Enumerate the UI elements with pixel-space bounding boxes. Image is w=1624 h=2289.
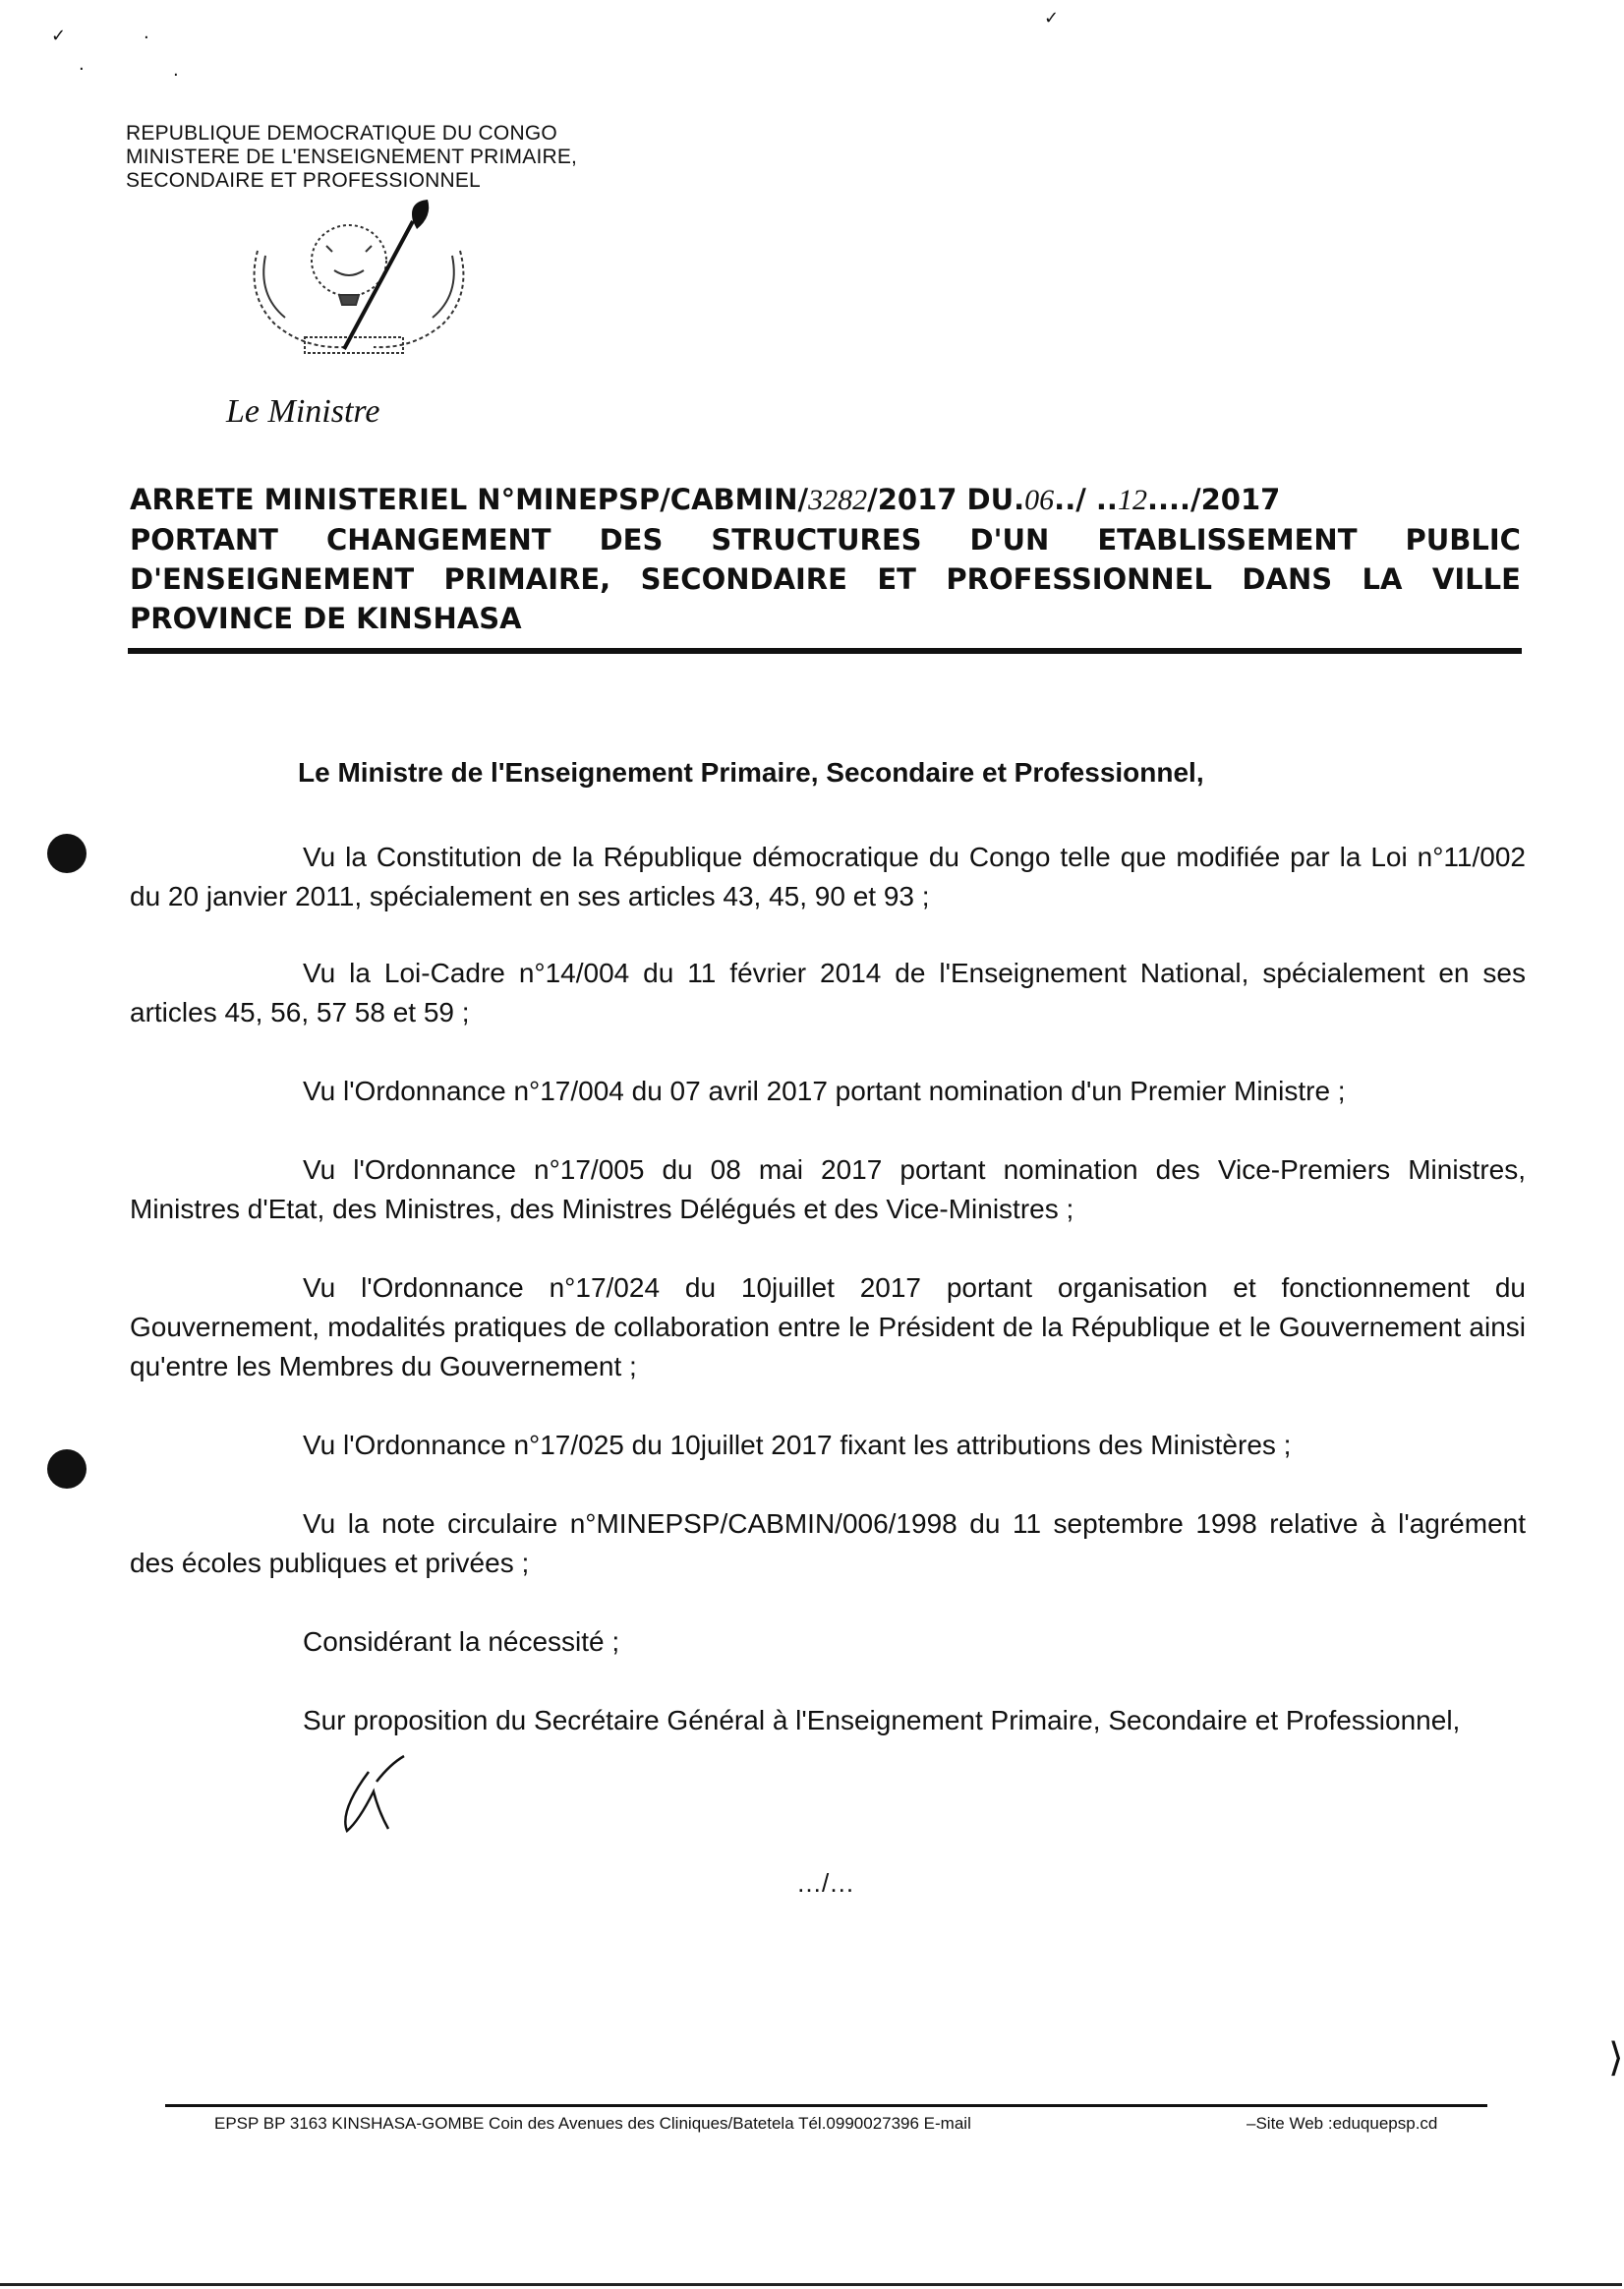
coat-of-arms-emblem <box>236 202 482 369</box>
letterhead-ministry-continued: SECONDAIRE ET PROFESSIONNEL <box>126 169 481 192</box>
recital-text: Vu la note circulaire n°MINEPSP/CABMIN/006/1998 du 11 septembre 1998 relative à l'agrément des écoles publiques et privées ; <box>130 1508 1526 1578</box>
scan-speck: ⟩ <box>1608 2035 1624 2081</box>
title-divider <box>128 648 1522 654</box>
decree-title-line-1 <box>130 480 1521 520</box>
title-word: PORTANT <box>130 523 278 557</box>
title-word: SECONDAIRE <box>640 562 847 596</box>
scan-bottom-edge <box>0 2283 1622 2286</box>
recital-text: Vu l'Ordonnance n°17/005 du 08 mai 2017 portant nomination des Vice-Premiers Ministres, Ministres d'Etat, des Ministres, des Ministres Délégués et des Vice-Ministres ; <box>130 1154 1526 1224</box>
title-word: PUBLIC <box>1405 523 1521 557</box>
title-word: LA <box>1362 562 1403 596</box>
scan-speck: ✓ <box>51 26 67 46</box>
recital-note-circulaire <box>130 1504 1526 1583</box>
footer-divider <box>165 2104 1487 2107</box>
footer <box>214 2114 1438 2134</box>
recital-consideration <box>130 1622 1526 1662</box>
footer-address: EPSP BP 3163 KINSHASA-GOMBE Coin des Avenues des Cliniques/Batetela Tél.0990027396 E-mail <box>214 2114 971 2133</box>
decree-title-line-2 <box>130 520 1521 559</box>
title-word: ET <box>877 562 916 596</box>
title-word: VILLE <box>1431 562 1521 596</box>
letterhead-ministry: MINISTERE DE L'ENSEIGNEMENT PRIMAIRE, <box>126 146 578 168</box>
hole-punch-mark <box>47 1449 87 1489</box>
recital-text: Vu l'Ordonnance n°17/024 du 10juillet 2017 portant organisation et fonctionnement du Gouvernement, modalités pratiques de collaboration entre le Président de la République et le Gouvernement ainsi qu'entre les Membres du Gouvernement ; <box>130 1272 1526 1381</box>
recital-text: Vu l'Ordonnance n°17/025 du 10juillet 2017 fixant les attributions des Ministères ; <box>303 1430 1292 1460</box>
recital-text: Vu la Constitution de la République démocratique du Congo telle que modifiée par la Loi n°11/002 du 20 janvier 2011, spécialement en ses articles 43, 45, 90 et 93 ; <box>130 842 1526 911</box>
letterhead <box>126 122 577 193</box>
recital-ordonnance-attributions <box>130 1426 1526 1465</box>
decree-month-handwritten: 12 <box>1117 484 1147 516</box>
recital-text: Sur proposition du Secrétaire Général à l'Enseignement Primaire, Secondaire et Professionnel, <box>303 1705 1461 1735</box>
decree-title-line-4 <box>130 599 1521 638</box>
title-word: DES <box>599 523 664 557</box>
title-province: PROVINCE DE KINSHASA <box>130 602 522 635</box>
recital-ordonnance-nomination <box>130 1150 1526 1229</box>
decree-title-line-3 <box>130 559 1521 599</box>
recital-text: Vu la Loi-Cadre n°14/004 du 11 février 2014 de l'Enseignement National, spécialement en ses articles 45, 56, 57 58 et 59 ; <box>130 958 1526 1027</box>
letterhead-country: REPUBLIQUE DEMOCRATIQUE DU CONGO <box>126 122 557 145</box>
recital-text: Vu l'Ordonnance n°17/004 du 07 avril 2017 portant nomination d'un Premier Ministre ; <box>303 1076 1346 1106</box>
footer-website: –Site Web :eduquepsp.cd <box>1247 2114 1438 2133</box>
title-word: D'ENSEIGNEMENT <box>130 562 415 596</box>
decree-title-suffix: ..../2017 <box>1146 483 1281 516</box>
title-word: DANS <box>1242 562 1333 596</box>
handwritten-initial <box>329 1752 408 1841</box>
decree-number-handwritten: 3282 <box>808 484 868 516</box>
recital-ordonnance-organisation <box>130 1268 1526 1386</box>
title-word: CHANGEMENT <box>325 523 551 557</box>
scan-speck: ✓ <box>1044 8 1060 29</box>
decree-day-handwritten: 06 <box>1024 484 1055 516</box>
recital-constitution <box>130 838 1526 916</box>
title-word: STRUCTURES <box>711 523 922 557</box>
decree-title-prefix: ARRETE MINISTERIEL N°MINEPSP/CABMIN/ <box>130 483 809 516</box>
decree-title-mid: /2017 DU. <box>867 483 1025 516</box>
recital-ordonnance-premier-ministre <box>130 1072 1526 1111</box>
decree-title <box>130 480 1521 638</box>
salutation: Le Ministre de l'Enseignement Primaire, Secondaire et Professionnel, <box>298 757 1204 788</box>
title-word: PROFESSIONNEL <box>946 562 1212 596</box>
scan-speck: · <box>144 28 149 48</box>
page-continuation-mark: …/… <box>796 1868 855 1898</box>
title-word: ETABLISSEMENT <box>1097 523 1358 557</box>
title-word: PRIMAIRE, <box>443 562 611 596</box>
decree-title-sep: ../ .. <box>1054 483 1118 516</box>
recital-text: Considérant la nécessité ; <box>303 1626 620 1657</box>
recital-proposition <box>130 1701 1526 1740</box>
minister-signature-label: Le Ministre <box>226 393 380 430</box>
scan-speck: · <box>173 65 179 86</box>
title-word: D'UN <box>969 523 1050 557</box>
recital-loi-cadre <box>130 954 1526 1032</box>
hole-punch-mark <box>47 834 87 873</box>
scan-speck: · <box>79 59 85 80</box>
